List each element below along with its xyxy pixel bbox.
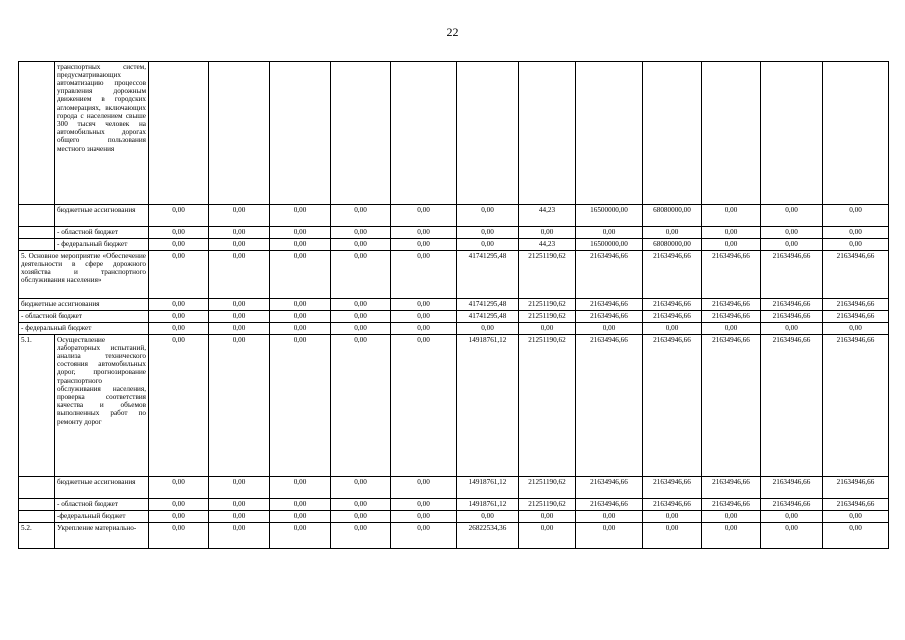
value-cell: 21634946,66 [702,299,761,311]
value-cell: 0,00 [823,227,889,239]
row-number: 5.1. [19,335,55,477]
value-cell: 0,00 [823,523,889,549]
value-cell: 21634946,66 [576,477,643,499]
value-cell: 21634946,66 [576,499,643,511]
value-cell: 0,00 [519,227,576,239]
table-row [19,335,889,477]
value-cell: 0,00 [391,205,457,227]
value-cell [576,62,643,205]
row-number [19,511,55,523]
value-cell: 21634946,66 [823,477,889,499]
value-cell: 0,00 [391,251,457,299]
value-cell: 0,00 [702,205,761,227]
value-cell [519,62,576,205]
value-cell: 44,23 [519,239,576,251]
value-cell: 0,00 [209,205,270,227]
value-cell: 0,00 [270,227,331,239]
value-cell: 21634946,66 [643,477,702,499]
value-cell: 0,00 [331,227,391,239]
value-cell [457,62,519,205]
value-cell: 21251190,62 [519,299,576,311]
value-cell: 0,00 [391,511,457,523]
row-label: бюджетные ассигнования [55,477,149,499]
value-cell: 0,00 [209,323,270,335]
value-cell [270,62,331,205]
value-cell: 21634946,66 [576,335,643,477]
row-number: 5.2. [19,523,55,549]
value-cell: 0,00 [270,205,331,227]
value-cell: 16500000,00 [576,239,643,251]
value-cell: 21634946,66 [823,335,889,477]
table-body [19,62,889,549]
value-cell: 21634946,66 [702,251,761,299]
value-cell: 0,00 [761,523,823,549]
value-cell: 21634946,66 [643,251,702,299]
value-cell: 0,00 [270,335,331,477]
value-cell: 0,00 [761,323,823,335]
value-cell [391,62,457,205]
value-cell [643,62,702,205]
value-cell: 0,00 [519,323,576,335]
row-number [19,239,55,251]
value-cell: 0,00 [391,311,457,323]
value-cell: 41741295,48 [457,311,519,323]
row-label: - областной бюджет [19,311,149,323]
value-cell: 0,00 [270,239,331,251]
value-cell: 21634946,66 [761,477,823,499]
value-cell: 0,00 [209,227,270,239]
value-cell: 0,00 [391,523,457,549]
value-cell: 21251190,62 [519,311,576,323]
value-cell: 0,00 [391,239,457,251]
value-cell: 0,00 [391,335,457,477]
value-cell: 0,00 [331,239,391,251]
value-cell: 21634946,66 [823,499,889,511]
value-cell: 0,00 [331,335,391,477]
value-cell [761,62,823,205]
value-cell: 0,00 [149,511,209,523]
value-cell: 0,00 [149,335,209,477]
value-cell [149,62,209,205]
value-cell: 0,00 [270,251,331,299]
value-cell: 0,00 [702,323,761,335]
budget-table [18,61,889,549]
value-cell: 21251190,62 [519,251,576,299]
value-cell: 0,00 [209,311,270,323]
value-cell: 0,00 [149,227,209,239]
value-cell: 21634946,66 [761,251,823,299]
value-cell: 68080000,00 [643,205,702,227]
table-row [19,62,889,205]
value-cell: 21251190,62 [519,335,576,477]
value-cell: 0,00 [702,523,761,549]
page-number: 22 [446,25,459,39]
value-cell [209,62,270,205]
value-cell: 0,00 [576,227,643,239]
table-row [19,523,889,549]
value-cell: 0,00 [391,477,457,499]
row-label: 5. Основное мероприятие «Обеспечение деятельности в сфере дорожного хозяйства и транспортного обслуживания населения» [19,251,149,299]
value-cell: 21634946,66 [576,311,643,323]
table-row [19,239,889,251]
table-row [19,205,889,227]
value-cell: 0,00 [209,251,270,299]
value-cell: 21634946,66 [702,499,761,511]
value-cell: 0,00 [823,239,889,251]
value-cell: 0,00 [457,511,519,523]
value-cell: 0,00 [209,239,270,251]
value-cell: 21634946,66 [576,299,643,311]
value-cell: 21634946,66 [761,335,823,477]
value-cell: 21634946,66 [702,477,761,499]
value-cell: 0,00 [331,299,391,311]
value-cell: 0,00 [576,323,643,335]
value-cell: 0,00 [391,323,457,335]
value-cell: 21634946,66 [761,311,823,323]
row-number [19,62,55,205]
value-cell: 0,00 [331,205,391,227]
value-cell [823,62,889,205]
row-label: бюджетные ассигнования [55,205,149,227]
value-cell: 26822534,36 [457,523,519,549]
value-cell: 0,00 [761,205,823,227]
value-cell: 0,00 [209,523,270,549]
row-number [19,477,55,499]
value-cell: 0,00 [270,477,331,499]
value-cell: 0,00 [149,323,209,335]
value-cell: 0,00 [457,239,519,251]
value-cell: 0,00 [209,511,270,523]
value-cell: 21634946,66 [823,251,889,299]
value-cell: 44,23 [519,205,576,227]
table-row [19,227,889,239]
value-cell: 0,00 [149,299,209,311]
value-cell: 0,00 [643,523,702,549]
row-label: Укрепление материально- [55,523,149,549]
value-cell: 21634946,66 [761,299,823,311]
value-cell: 0,00 [331,323,391,335]
row-label: - областной бюджет [55,227,149,239]
row-label: - областной бюджет [55,499,149,511]
row-label: - федеральный бюджет [55,239,149,251]
value-cell: 0,00 [761,511,823,523]
value-cell: 21634946,66 [702,311,761,323]
value-cell: 14918761,12 [457,477,519,499]
table-row [19,311,889,323]
value-cell: 0,00 [331,311,391,323]
value-cell: 0,00 [270,499,331,511]
value-cell: 0,00 [823,205,889,227]
value-cell: 0,00 [823,511,889,523]
value-cell: 0,00 [331,477,391,499]
value-cell: 0,00 [331,523,391,549]
value-cell: 0,00 [149,251,209,299]
value-cell: 14918761,12 [457,335,519,477]
value-cell: 0,00 [270,523,331,549]
value-cell: 0,00 [702,227,761,239]
value-cell: 0,00 [149,523,209,549]
value-cell: 41741295,48 [457,251,519,299]
row-number [19,499,55,511]
value-cell: 0,00 [391,227,457,239]
table-row [19,299,889,311]
value-cell: 0,00 [576,523,643,549]
value-cell: 0,00 [391,299,457,311]
value-cell: 0,00 [331,499,391,511]
value-cell: 16500000,00 [576,205,643,227]
value-cell: 0,00 [457,205,519,227]
value-cell: 41741295,48 [457,299,519,311]
value-cell: 0,00 [331,511,391,523]
value-cell: 0,00 [643,227,702,239]
value-cell: 0,00 [270,323,331,335]
value-cell: 0,00 [823,323,889,335]
value-cell: 21634946,66 [823,311,889,323]
value-cell [331,62,391,205]
value-cell: 0,00 [270,511,331,523]
row-label: - федеральный бюджет [19,323,149,335]
value-cell: 21634946,66 [823,299,889,311]
value-cell: 0,00 [761,227,823,239]
value-cell: 0,00 [702,239,761,251]
table-row [19,477,889,499]
table-row [19,511,889,523]
table-row [19,323,889,335]
row-label: транспортных систем, предусматривающих автоматизацию процессов управления дорожным движением в городских агломерациях, включающих города с населением свыше 300 тысяч человек на автомобильных дорогах общего пользования местного значения [55,62,149,205]
value-cell: 68080000,00 [643,239,702,251]
value-cell: 21634946,66 [576,251,643,299]
value-cell: 21251190,62 [519,477,576,499]
value-cell: 21634946,66 [702,335,761,477]
value-cell: 0,00 [209,299,270,311]
value-cell: 21634946,66 [643,299,702,311]
value-cell: 0,00 [149,499,209,511]
row-number [19,227,55,239]
value-cell: 0,00 [270,311,331,323]
value-cell: 0,00 [519,511,576,523]
table-row [19,251,889,299]
value-cell: 21634946,66 [761,499,823,511]
value-cell: 0,00 [643,323,702,335]
value-cell: 0,00 [576,511,643,523]
value-cell: 0,00 [270,299,331,311]
value-cell: 14918761,12 [457,499,519,511]
value-cell: 0,00 [457,323,519,335]
value-cell: 0,00 [149,205,209,227]
value-cell: 0,00 [209,499,270,511]
row-label: бюджетные ассигнования [19,299,149,311]
value-cell: 0,00 [209,335,270,477]
value-cell: 21634946,66 [643,499,702,511]
value-cell: 0,00 [331,251,391,299]
value-cell: 0,00 [149,477,209,499]
value-cell: 21634946,66 [643,311,702,323]
row-number [19,205,55,227]
row-label: -федеральный бюджет [55,511,149,523]
value-cell: 21251190,62 [519,499,576,511]
value-cell: 0,00 [519,523,576,549]
value-cell: 0,00 [149,239,209,251]
value-cell: 0,00 [702,511,761,523]
value-cell: 0,00 [209,477,270,499]
row-label: Осуществление лабораторных испытаний, анализа технического состояния автомобильных дорог, прогнозирование транспортного обслуживания населения, проверка соответствия качества и объемов выполненных работ по ремонту дорог [55,335,149,477]
value-cell: 0,00 [457,227,519,239]
value-cell: 0,00 [149,311,209,323]
value-cell: 0,00 [761,239,823,251]
value-cell: 21634946,66 [643,335,702,477]
value-cell: 0,00 [643,511,702,523]
value-cell: 0,00 [391,499,457,511]
table-row [19,499,889,511]
value-cell [702,62,761,205]
